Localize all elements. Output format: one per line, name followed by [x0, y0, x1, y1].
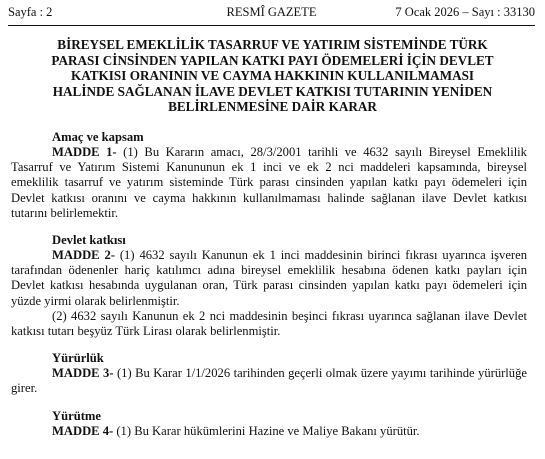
- article-paragraph: [11, 248, 527, 309]
- section-heading: Devlet katkısı: [52, 233, 126, 248]
- article-text: (2) 4632 sayılı Kanunun ek 2 nci maddesinin beşinci fıkrası uyarınca sağlanan ilave Devlet katkısı tutarı beşyüz Türk Lirası olarak belirlenmiştir.: [11, 308, 527, 339]
- page-number: Sayfa : 2: [8, 5, 53, 19]
- header-divider: [8, 25, 535, 26]
- section-state-contribution: [11, 233, 527, 339]
- article-paragraph: [11, 424, 527, 439]
- document-title: BİREYSEL EMEKLİLİK TASARRUF VE YATIRIM SİSTEMİNDE TÜRK PARASI CİNSİNDEN YAPILAN KATKI PAYI ÖDEMELERİ İÇİN DEVLET KATKISI ORANININ VE CAYMA HAKKININ KULLANILMAMASI HALİNDE SAĞLANAN İLAVE DEVLET KATKISI TUTARININ YENİDEN BELİRLENMESİNE DAİR KARAR: [51, 37, 494, 115]
- article-label: MADDE 4-: [52, 423, 114, 438]
- issue-date: 7 Ocak 2026 – Sayı : 33130: [395, 5, 535, 19]
- section-heading: Yürürlük: [52, 351, 104, 366]
- article-label: MADDE 1-: [52, 145, 117, 159]
- section-heading: Amaç ve kapsam: [52, 130, 144, 144]
- article-paragraph: [11, 145, 527, 221]
- section-purpose-scope: [11, 130, 527, 221]
- section-heading: Yürütme: [52, 408, 101, 423]
- article-text: (1) 4632 sayılı Kanunun ek 1 inci maddesinin birinci fıkrası uyarınca işveren tarafından ödenenler hariç katılımcı adına bireysel emeklilik hesabına ödenen katkı payları için Devlet katkısı hesabında uygulanan oran, Türk parası cinsinden yapılan katkı payı ödemeleri için yüzde yirmi olarak belirlenmiştir.: [11, 248, 527, 308]
- article-label: MADDE 2-: [52, 248, 115, 263]
- section-effective-date: [11, 351, 527, 396]
- document-body: [11, 130, 527, 439]
- section-execution: [11, 409, 527, 439]
- article-text: (1) Bu Kararın amacı, 28/3/2001 tarihli ve 4632 sayılı Bireysel Emeklilik Tasarruf ve Yatırım Sistemi Kanununun ek 1 inci ve ek 2 nci maddeleri kapsamında, bireysel emeklilik tasarruf ve yatırım sisteminde Türk parası cinsinden yapılan katkı payı ödemeleri için Devlet katkısı oranını ve cayma hakkının kullanılmaması halinde sağlanan ilave Devlet katkısı tutarını belirlemektir.: [11, 145, 527, 220]
- article-text: (1) Bu Karar 1/1/2026 tarihinden geçerli olmak üzere yayımı tarihinde yürürlüğe girer.: [11, 366, 527, 396]
- article-text: (1) Bu Karar hükümlerini Hazine ve Maliye Bakanı yürütür.: [113, 423, 420, 438]
- gazette-name: RESMÎ GAZETE: [226, 5, 317, 19]
- article-label: MADDE 3-: [52, 366, 114, 381]
- page-header: [8, 3, 535, 21]
- article-paragraph: [11, 309, 527, 339]
- article-paragraph: [11, 366, 527, 396]
